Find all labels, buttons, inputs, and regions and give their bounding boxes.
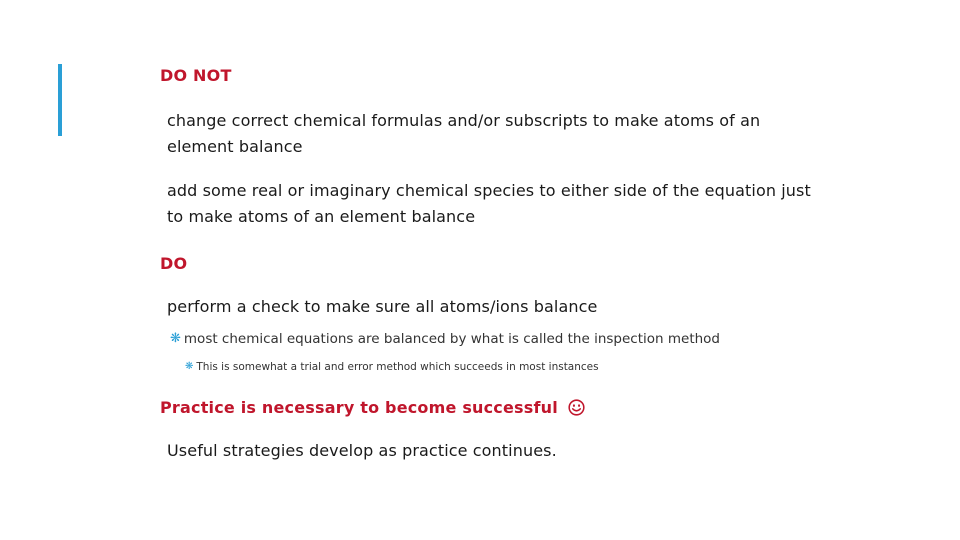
do-sub-bullet-2-text: This is somewhat a trial and error method which succeeds in most instances [196, 361, 599, 373]
do-not-point-2 [167, 178, 811, 230]
do-not-heading: DO NOT [160, 66, 232, 85]
practice-text: Useful strategies develop as practice continues. [167, 441, 557, 460]
smiley-icon [568, 399, 585, 420]
do-not-point-1 [167, 108, 760, 160]
do-not-point-2-line-2: to make atoms of an element balance [167, 207, 476, 226]
practice-heading [160, 398, 585, 420]
do-not-point-1-line-1: change correct chemical formulas and/or subscripts to make atoms of an [167, 111, 761, 130]
do-point-1: perform a check to make sure all atoms/ions balance [167, 297, 598, 316]
do-not-point-1-line-2: element balance [167, 137, 303, 156]
do-sub-bullet-1-text: most chemical equations are balanced by what is called the inspection method [183, 331, 720, 347]
asterisk-bullet-icon: ❋ [170, 331, 181, 346]
do-not-point-2-line-1: add some real or imaginary chemical species to either side of the equation just [167, 181, 811, 200]
asterisk-bullet-icon: ❋ [185, 361, 194, 372]
practice-heading-text: Practice is necessary to become successful [160, 398, 558, 417]
accent-bar [58, 64, 62, 136]
do-sub-bullet-1 [170, 329, 720, 349]
do-heading: DO [160, 254, 188, 273]
do-sub-bullet-2 [185, 359, 599, 375]
